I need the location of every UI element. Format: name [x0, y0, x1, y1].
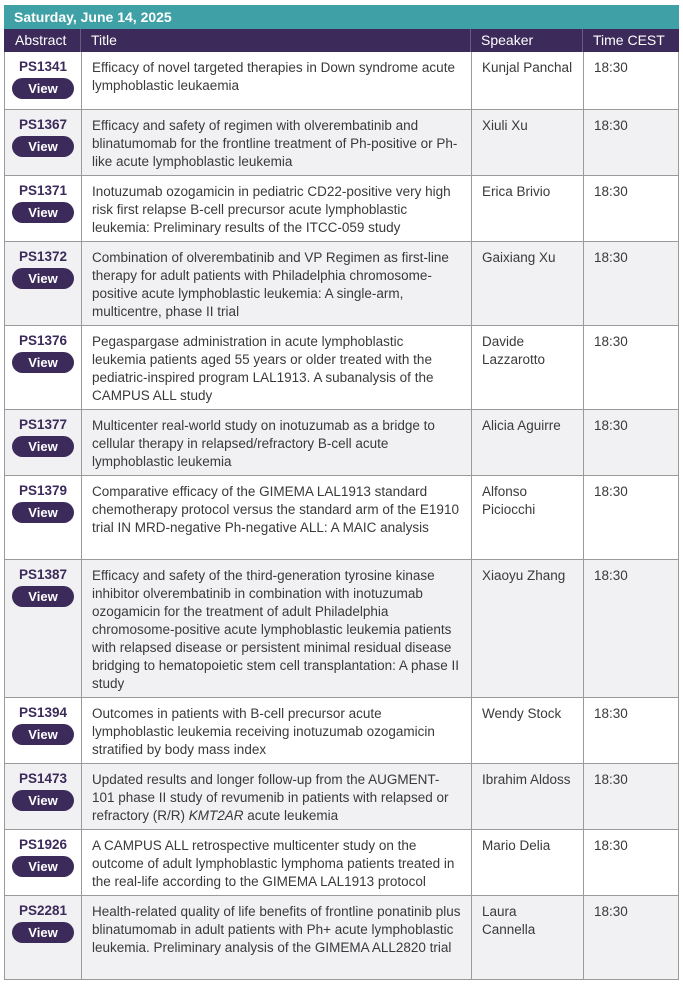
view-button[interactable]: View: [12, 922, 74, 943]
abstract-cell: [5, 52, 81, 109]
speaker-cell: Xiaoyu Zhang: [471, 560, 583, 697]
title-cell: Efficacy of novel targeted therapies in Down syndrome acute lymphoblastic leukaemia: [81, 52, 471, 109]
time-cell: 18:30: [583, 176, 678, 241]
speaker-cell: Alicia Aguirre: [471, 410, 583, 475]
time-cell: 18:30: [583, 764, 678, 829]
session-date: Saturday, June 14, 2025: [4, 5, 679, 29]
header-speaker: Speaker: [470, 29, 582, 52]
title-text: Updated results and longer follow-up from the AUGMENT-101 phase II study of revumenib in patients with relapsed or refractory (R/R): [92, 772, 449, 823]
table-header: [4, 29, 679, 52]
table-row: [4, 560, 679, 698]
header-title: Title: [80, 29, 470, 52]
speaker-cell: Kunjal Panchal: [471, 52, 583, 109]
title-cell: Health-related quality of life benefits of frontline ponatinib plus blinatumomab in adult patients with Ph+ acute lymphoblastic leukemia. Preliminary analysis of the GIMEMA ALL2820 trial: [81, 896, 471, 979]
session-table: [4, 5, 679, 980]
time-cell: 18:30: [583, 410, 678, 475]
time-cell: 18:30: [583, 896, 678, 979]
abstract-code: PS2281: [18, 903, 68, 918]
table-row: [4, 830, 679, 896]
view-button[interactable]: View: [12, 352, 74, 373]
header-time: Time CEST: [582, 29, 679, 52]
view-button[interactable]: View: [12, 202, 74, 223]
speaker-cell: Davide Lazzarotto: [471, 326, 583, 409]
abstract-code: PS1473: [18, 771, 68, 786]
time-cell: 18:30: [583, 242, 678, 325]
abstract-code: PS1394: [18, 705, 68, 720]
abstract-cell: [5, 176, 81, 241]
abstract-cell: [5, 110, 81, 175]
title-cell: A CAMPUS ALL retrospective multicenter study on the outcome of adult lymphoblastic lymphoma patients treated in the real-life according to the GIMEMA LAL1913 protocol: [81, 830, 471, 895]
table-row: [4, 410, 679, 476]
time-cell: 18:30: [583, 476, 678, 559]
table-row: [4, 110, 679, 176]
title-cell: Combination of olverembatinib and VP Regimen as first-line therapy for adult patients with Philadelphia chromosome-positive acute lymphoblastic leukemia: A single-arm, multicentre, phase II trial: [81, 242, 471, 325]
title-cell: Efficacy and safety of the third-generation tyrosine kinase inhibitor olverembatinib in combination with inotuzumab ozogamicin for the treatment of adult Philadelphia chromosome-positive acute lymphoblastic leukemia patients with relapsed disease or persistent minimal residual disease bridging to hematopoietic stem cell transplantation: A phase II study: [81, 560, 471, 697]
view-button[interactable]: View: [12, 724, 74, 745]
abstract-code: PS1341: [18, 59, 68, 74]
title-cell: Multicenter real-world study on inotuzumab as a bridge to cellular therapy in relapsed/refractory B-cell acute lymphoblastic leukemia: [81, 410, 471, 475]
title-cell: [81, 764, 471, 829]
speaker-cell: Erica Brivio: [471, 176, 583, 241]
view-button[interactable]: View: [12, 268, 74, 289]
view-button[interactable]: View: [12, 78, 74, 99]
table-row: [4, 326, 679, 410]
speaker-cell: Gaixiang Xu: [471, 242, 583, 325]
speaker-cell: Laura Cannella: [471, 896, 583, 979]
view-button[interactable]: View: [12, 502, 74, 523]
table-row: [4, 242, 679, 326]
view-button[interactable]: View: [12, 586, 74, 607]
time-cell: 18:30: [583, 52, 678, 109]
abstract-cell: [5, 242, 81, 325]
speaker-cell: Alfonso Piciocchi: [471, 476, 583, 559]
speaker-cell: Ibrahim Aldoss: [471, 764, 583, 829]
time-cell: 18:30: [583, 830, 678, 895]
view-button[interactable]: View: [12, 790, 74, 811]
abstract-cell: [5, 560, 81, 697]
table-row: [4, 176, 679, 242]
time-cell: 18:30: [583, 110, 678, 175]
title-cell: Pegaspargase administration in acute lymphoblastic leukemia patients aged 55 years or older treated with the pediatric-inspired program LAL1913. A subanalysis of the CAMPUS ALL study: [81, 326, 471, 409]
abstract-code: PS1371: [18, 183, 68, 198]
speaker-cell: Wendy Stock: [471, 698, 583, 763]
time-cell: 18:30: [583, 560, 678, 697]
title-cell: Inotuzumab ozogamicin in pediatric CD22-positive very high risk first relapse B-cell precursor acute lymphoblastic leukemia: Preliminary results of the ITCC-059 study: [81, 176, 471, 241]
abstract-cell: [5, 698, 81, 763]
abstract-code: PS1926: [18, 837, 68, 852]
title-italic-term: KMT2AR: [188, 808, 244, 823]
abstract-cell: [5, 896, 81, 979]
table-row: [4, 476, 679, 560]
speaker-cell: Xiuli Xu: [471, 110, 583, 175]
time-cell: 18:30: [583, 698, 678, 763]
time-cell: 18:30: [583, 326, 678, 409]
title-text-end: acute leukemia: [243, 808, 339, 823]
table-row: [4, 52, 679, 110]
speaker-cell: Mario Delia: [471, 830, 583, 895]
header-abstract: Abstract: [15, 32, 67, 48]
abstract-cell: [5, 326, 81, 409]
table-row: [4, 698, 679, 764]
abstract-code: PS1376: [18, 333, 68, 348]
abstract-code: PS1372: [18, 249, 68, 264]
abstract-cell: [5, 476, 81, 559]
title-cell: Efficacy and safety of regimen with olverembatinib and blinatumomab for the frontline treatment of Ph-positive or Ph-like acute lymphoblastic leukemia: [81, 110, 471, 175]
table-row: [4, 764, 679, 830]
title-cell: Comparative efficacy of the GIMEMA LAL1913 standard chemotherapy protocol versus the standard arm of the E1910 trial IN MRD-negative Ph-negative ALL: A MAIC analysis: [81, 476, 471, 559]
abstract-code: PS1379: [18, 483, 68, 498]
view-button[interactable]: View: [12, 856, 74, 877]
abstract-code: PS1377: [18, 417, 68, 432]
abstract-cell: [5, 830, 81, 895]
view-button[interactable]: View: [12, 436, 74, 457]
view-button[interactable]: View: [12, 136, 74, 157]
abstract-code: PS1367: [18, 117, 68, 132]
abstract-code: PS1387: [18, 567, 68, 582]
table-row: [4, 896, 679, 980]
abstract-cell: [5, 764, 81, 829]
title-cell: Outcomes in patients with B-cell precursor acute lymphoblastic leukemia receiving inotuzumab ozogamicin stratified by body mass index: [81, 698, 471, 763]
abstract-cell: [5, 410, 81, 475]
